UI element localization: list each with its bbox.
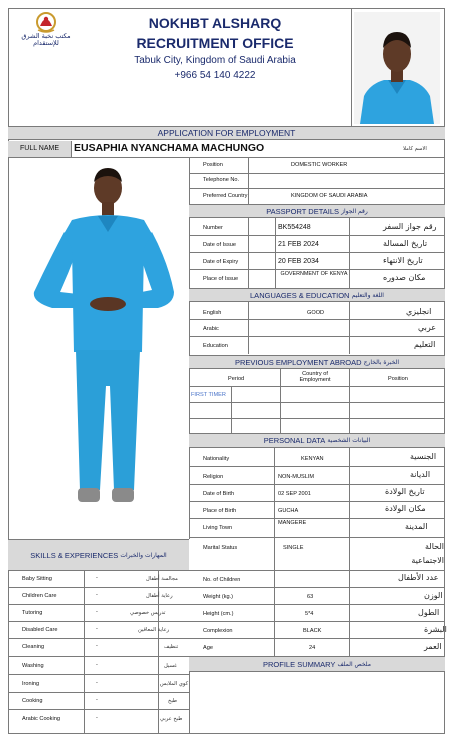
marital-status-label: Marital Status [203, 545, 238, 551]
education-label: Education [203, 343, 228, 349]
languages-section-header [189, 288, 445, 302]
profile-summary-title: PROFILE SUMMARY [263, 659, 336, 669]
passport-number-label: Number [203, 225, 223, 231]
skill-arabic-cooking-value: - [96, 715, 98, 721]
religion-ar: الديانة [410, 470, 431, 479]
candidate-full-body-photo [12, 162, 184, 536]
skill-children-care-label: Children Care [22, 593, 57, 599]
age-value: 24 [309, 645, 316, 651]
skill-washing-value: - [96, 662, 98, 668]
children-ar: عدد الأطفال [398, 573, 439, 582]
column-position: Position [388, 376, 408, 382]
skill-baby-sitting-value: - [96, 575, 98, 581]
skill-baby-sitting-label: Baby Sitting [22, 576, 52, 582]
complexion-label: Complexion [203, 628, 233, 634]
passport-number-value: BK554248 [278, 224, 311, 231]
religion-value: NON-MUSLIM [278, 474, 315, 480]
date-of-birth-value: 02 SEP 2001 [278, 491, 311, 497]
logo-arabic-text: مكتب نخبة الشرق للإستقدام [21, 32, 71, 48]
place-of-birth-label: Place of Birth [203, 508, 237, 514]
height-ar: الطول [418, 608, 440, 617]
skills-title-ar: المهارات والخبرات [120, 551, 167, 559]
skill-arabic-cooking-ar: طبخ عربي [160, 716, 183, 722]
age-ar: العمر [424, 642, 442, 651]
passport-section-header [189, 204, 445, 218]
passport-title-ar: رقم الجواز [341, 207, 368, 215]
candidate-portrait-icon [354, 12, 440, 124]
skill-arabic-cooking-label: Arabic Cooking [22, 716, 60, 722]
skill-ironing-label: Ironing [22, 681, 40, 687]
english-value: GOOD [307, 310, 325, 316]
english-ar: انجليزي [406, 307, 432, 316]
skill-cooking-ar: طبخ [168, 698, 178, 704]
place-of-issue-value: GOVERNMENT OF KENYA [280, 271, 348, 277]
children-label: No. of Children [203, 577, 241, 583]
skill-washing-label: Washing [22, 663, 44, 669]
personal-data-title-ar: البيانات الشخصية [327, 437, 371, 444]
place-of-issue-ar: مكان صدوره [383, 273, 426, 282]
living-town-ar: المدينة [405, 522, 428, 531]
marital-status-value: SINGLE [283, 545, 304, 551]
date-of-birth-label: Date of Birth [203, 491, 235, 497]
languages-title: LANGUAGES & EDUCATION [250, 290, 350, 300]
office-type: RECRUITMENT OFFICE [136, 35, 294, 51]
office-city: Tabuk City, Kingdom of Saudi Arabia [134, 55, 296, 66]
skill-children-care-value: - [96, 592, 98, 598]
skill-tutoring-ar: تدريس خصوصي [130, 610, 166, 616]
skill-ironing-ar: كوي الملابس [160, 681, 189, 687]
profile-summary-title-ar: ملخص الملف [337, 660, 371, 668]
column-country: Country of Employment [299, 371, 331, 384]
previous-employment-title-ar: الخبرة بالخارج [363, 358, 399, 366]
full-name-label-ar: الاسم كاملا [403, 146, 427, 152]
education-ar: التعليم [414, 340, 436, 349]
nationality-ar: الجنسية [410, 452, 437, 461]
height-value: 5*4 [305, 611, 314, 617]
candidate-full-body-icon [12, 162, 184, 536]
skill-cooking-label: Cooking [22, 698, 43, 704]
expiry-date-value: 20 FEB 2034 [278, 258, 319, 265]
office-logo [10, 10, 82, 54]
passport-number-ar: رقم جواز السفر [383, 222, 437, 231]
marital-status-ar: الحالة الاجتماعية [411, 542, 444, 566]
weight-value: 63 [307, 594, 314, 600]
skill-disabled-care-value: - [96, 626, 98, 632]
preferred-country-label: Preferred Country [203, 193, 248, 199]
expiry-date-label: Date of Expiry [203, 259, 239, 265]
languages-title-ar: اللغة والتعليم [351, 291, 384, 299]
religion-label: Religion [203, 474, 224, 480]
nationality-label: Nationality [203, 456, 230, 462]
skill-washing-ar: غسيل [164, 663, 177, 669]
full-name-value: EUSAPHIA NYANCHAMA MACHUNGO [74, 142, 265, 154]
first-timer-entry: FIRST TIMER [191, 392, 226, 398]
skill-ironing-value: - [96, 680, 98, 686]
english-label: English [203, 310, 222, 316]
skill-cleaning-value: - [96, 643, 98, 649]
candidate-portrait [354, 12, 440, 124]
position-label: Position [203, 162, 223, 168]
skill-children-care-ar: رعاية أطفال [146, 593, 173, 599]
skill-disabled-care-label: Disabled Care [22, 627, 58, 633]
application-title: APPLICATION FOR EMPLOYMENT [8, 126, 445, 140]
full-name-label: FULL NAME [20, 145, 60, 152]
place-of-birth-ar: مكان الولادة [385, 504, 426, 513]
passport-title: PASSPORT DETAILS [266, 206, 339, 216]
height-label: Height (cm.) [203, 611, 234, 617]
complexion-value: BLACK [303, 628, 322, 634]
expiry-date-ar: تاريخ الانتهاء [383, 256, 423, 265]
living-town-value: MANGERE [278, 520, 307, 526]
previous-employment-title: PREVIOUS EMPLOYMENT ABROAD [235, 357, 362, 367]
skill-disabled-care-ar: رعاية المعاقين [138, 627, 170, 633]
office-name: NOKHBT ALSHARQ [148, 15, 282, 31]
weight-label: Weight (kg.) [203, 594, 234, 600]
previous-employment-header [189, 355, 445, 369]
issue-date-label: Date of Issue [203, 242, 236, 248]
skill-cleaning-label: Cleaning [22, 644, 45, 650]
complexion-ar: البشرة [424, 625, 447, 634]
place-of-issue-label: Place of Issue [203, 276, 239, 282]
skills-title: SKILLS & EXPERIENCES [30, 550, 119, 560]
skill-cooking-value: - [96, 697, 98, 703]
skill-cleaning-ar: تنظيف [164, 644, 179, 650]
age-label: Age [203, 645, 213, 651]
skill-tutoring-label: Tutoring [22, 610, 43, 616]
telephone-label: Telephone No. [203, 177, 240, 183]
position-value: DOMESTIC WORKER [291, 162, 348, 168]
arabic-label: Arabic [203, 326, 219, 332]
preferred-country-value: KINGDOM OF SAUDI ARABIA [291, 193, 368, 199]
skills-section-header [8, 539, 189, 571]
living-town-label: Living Town [203, 525, 233, 531]
skill-tutoring-value: - [96, 609, 98, 615]
personal-data-title: PERSONAL DATA [263, 436, 326, 445]
weight-ar: الوزن [424, 591, 443, 600]
issue-date-ar: تاريخ المسالة [383, 239, 428, 248]
office-phone: +966 54 140 4222 [174, 70, 256, 81]
column-period: Period [228, 376, 245, 382]
date-of-birth-ar: تاريخ الولادة [385, 487, 425, 496]
issue-date-value: 21 FEB 2024 [278, 241, 319, 248]
profile-summary-header [189, 656, 445, 672]
personal-data-header [189, 433, 445, 448]
nationality-value: KENYAN [301, 456, 324, 462]
place-of-birth-value: GUCHA [278, 508, 299, 514]
arabic-ar: عربي [418, 323, 437, 332]
skill-baby-sitting-ar: مجالسة أطفال [146, 576, 178, 582]
